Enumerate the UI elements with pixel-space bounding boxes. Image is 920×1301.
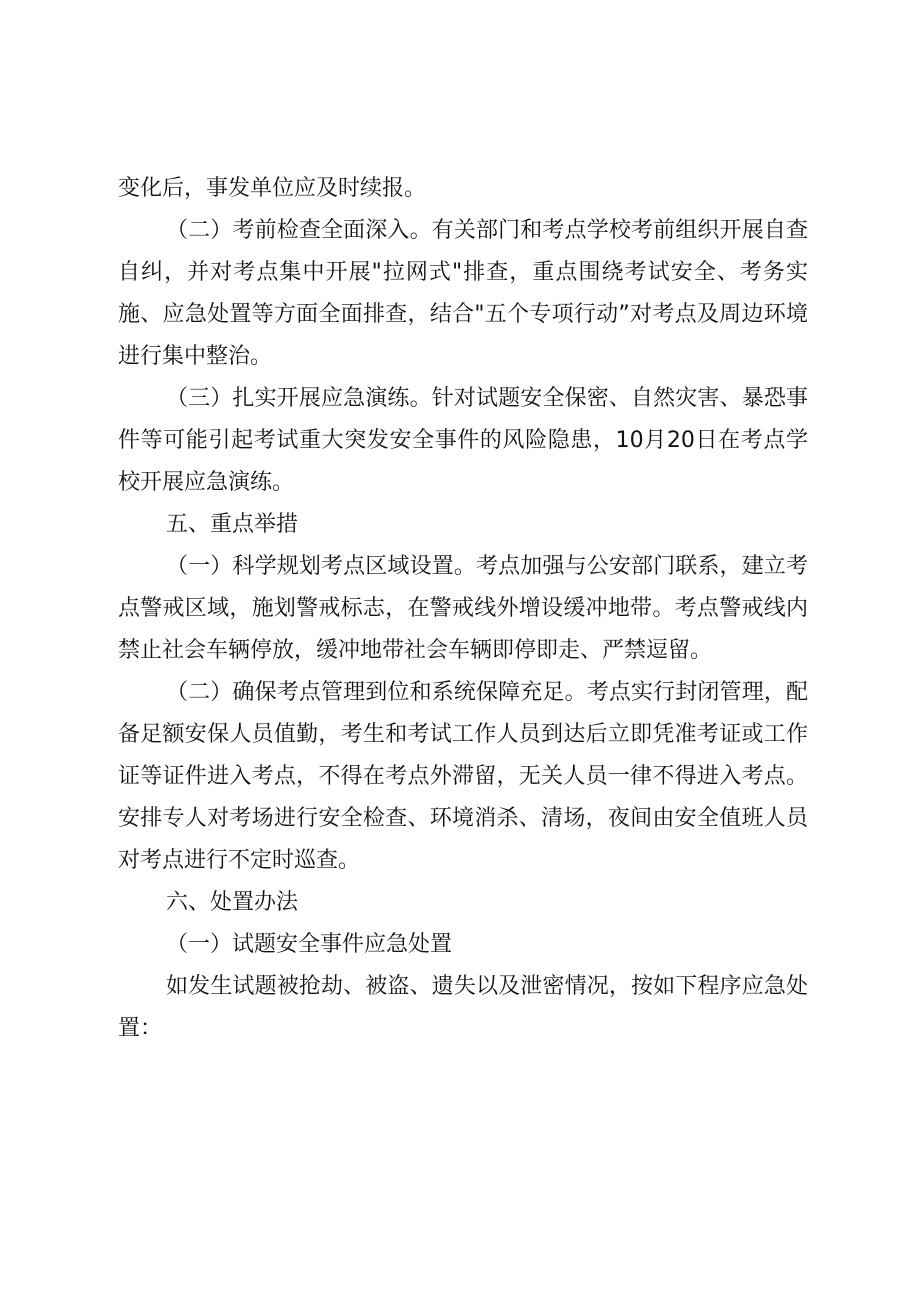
document-body xyxy=(118,168,808,1050)
section-heading-handling-methods: 六、处置办法 xyxy=(166,890,299,915)
paragraph-exam-area-planning: （一）科学规划考点区域设置。考点加强与公安部门联系，建立考点警戒区域，施划警戒标志，在警戒线外增设缓冲地带。考点警戒线内禁止社会车辆停放，缓冲地带社会车辆即停即走、严禁逗留。 xyxy=(118,554,808,663)
paragraph-emergency-drill: （三）扎实开展应急演练。针对试题安全保密、自然灾害、暴恐事件等可能引起考试重大突发安全事件的风险隐患，10月20日在考点学校开展应急演练。 xyxy=(118,386,808,495)
paragraph-incident-procedure: 如发生试题被抢劫、被盗、遗失以及泄密情况，按如下程序应急处置： xyxy=(118,974,808,1041)
subheading-paper-security-incident: （一）试题安全事件应急处置 xyxy=(166,932,453,957)
section-heading-key-measures: 五、重点举措 xyxy=(166,512,299,537)
paragraph-exam-site-management: （二）确保考点管理到位和系统保障充足。考点实行封闭管理，配备足额安保人员值勤，考生和考试工作人员到达后立即凭准考证或工作证等证件进入考点，不得在考点外滞留，无关人员一律不得进入考点。安排专人对考场进行安全检查、环境消杀、清场，夜间由安全值班人员对考点进行不定时巡查。 xyxy=(118,680,808,873)
paragraph-pre-exam-inspection: （二）考前检查全面深入。有关部门和考点学校考前组织开展自查自纠，并对考点集中开展"拉网式"排查，重点围绕考试安全、考务实施、应急处置等方面全面排查，结合"五个专项行动”对考点及周边环境进行集中整治。 xyxy=(118,218,808,369)
paragraph-continuation: 变化后，事发单位应及时续报。 xyxy=(118,176,427,201)
